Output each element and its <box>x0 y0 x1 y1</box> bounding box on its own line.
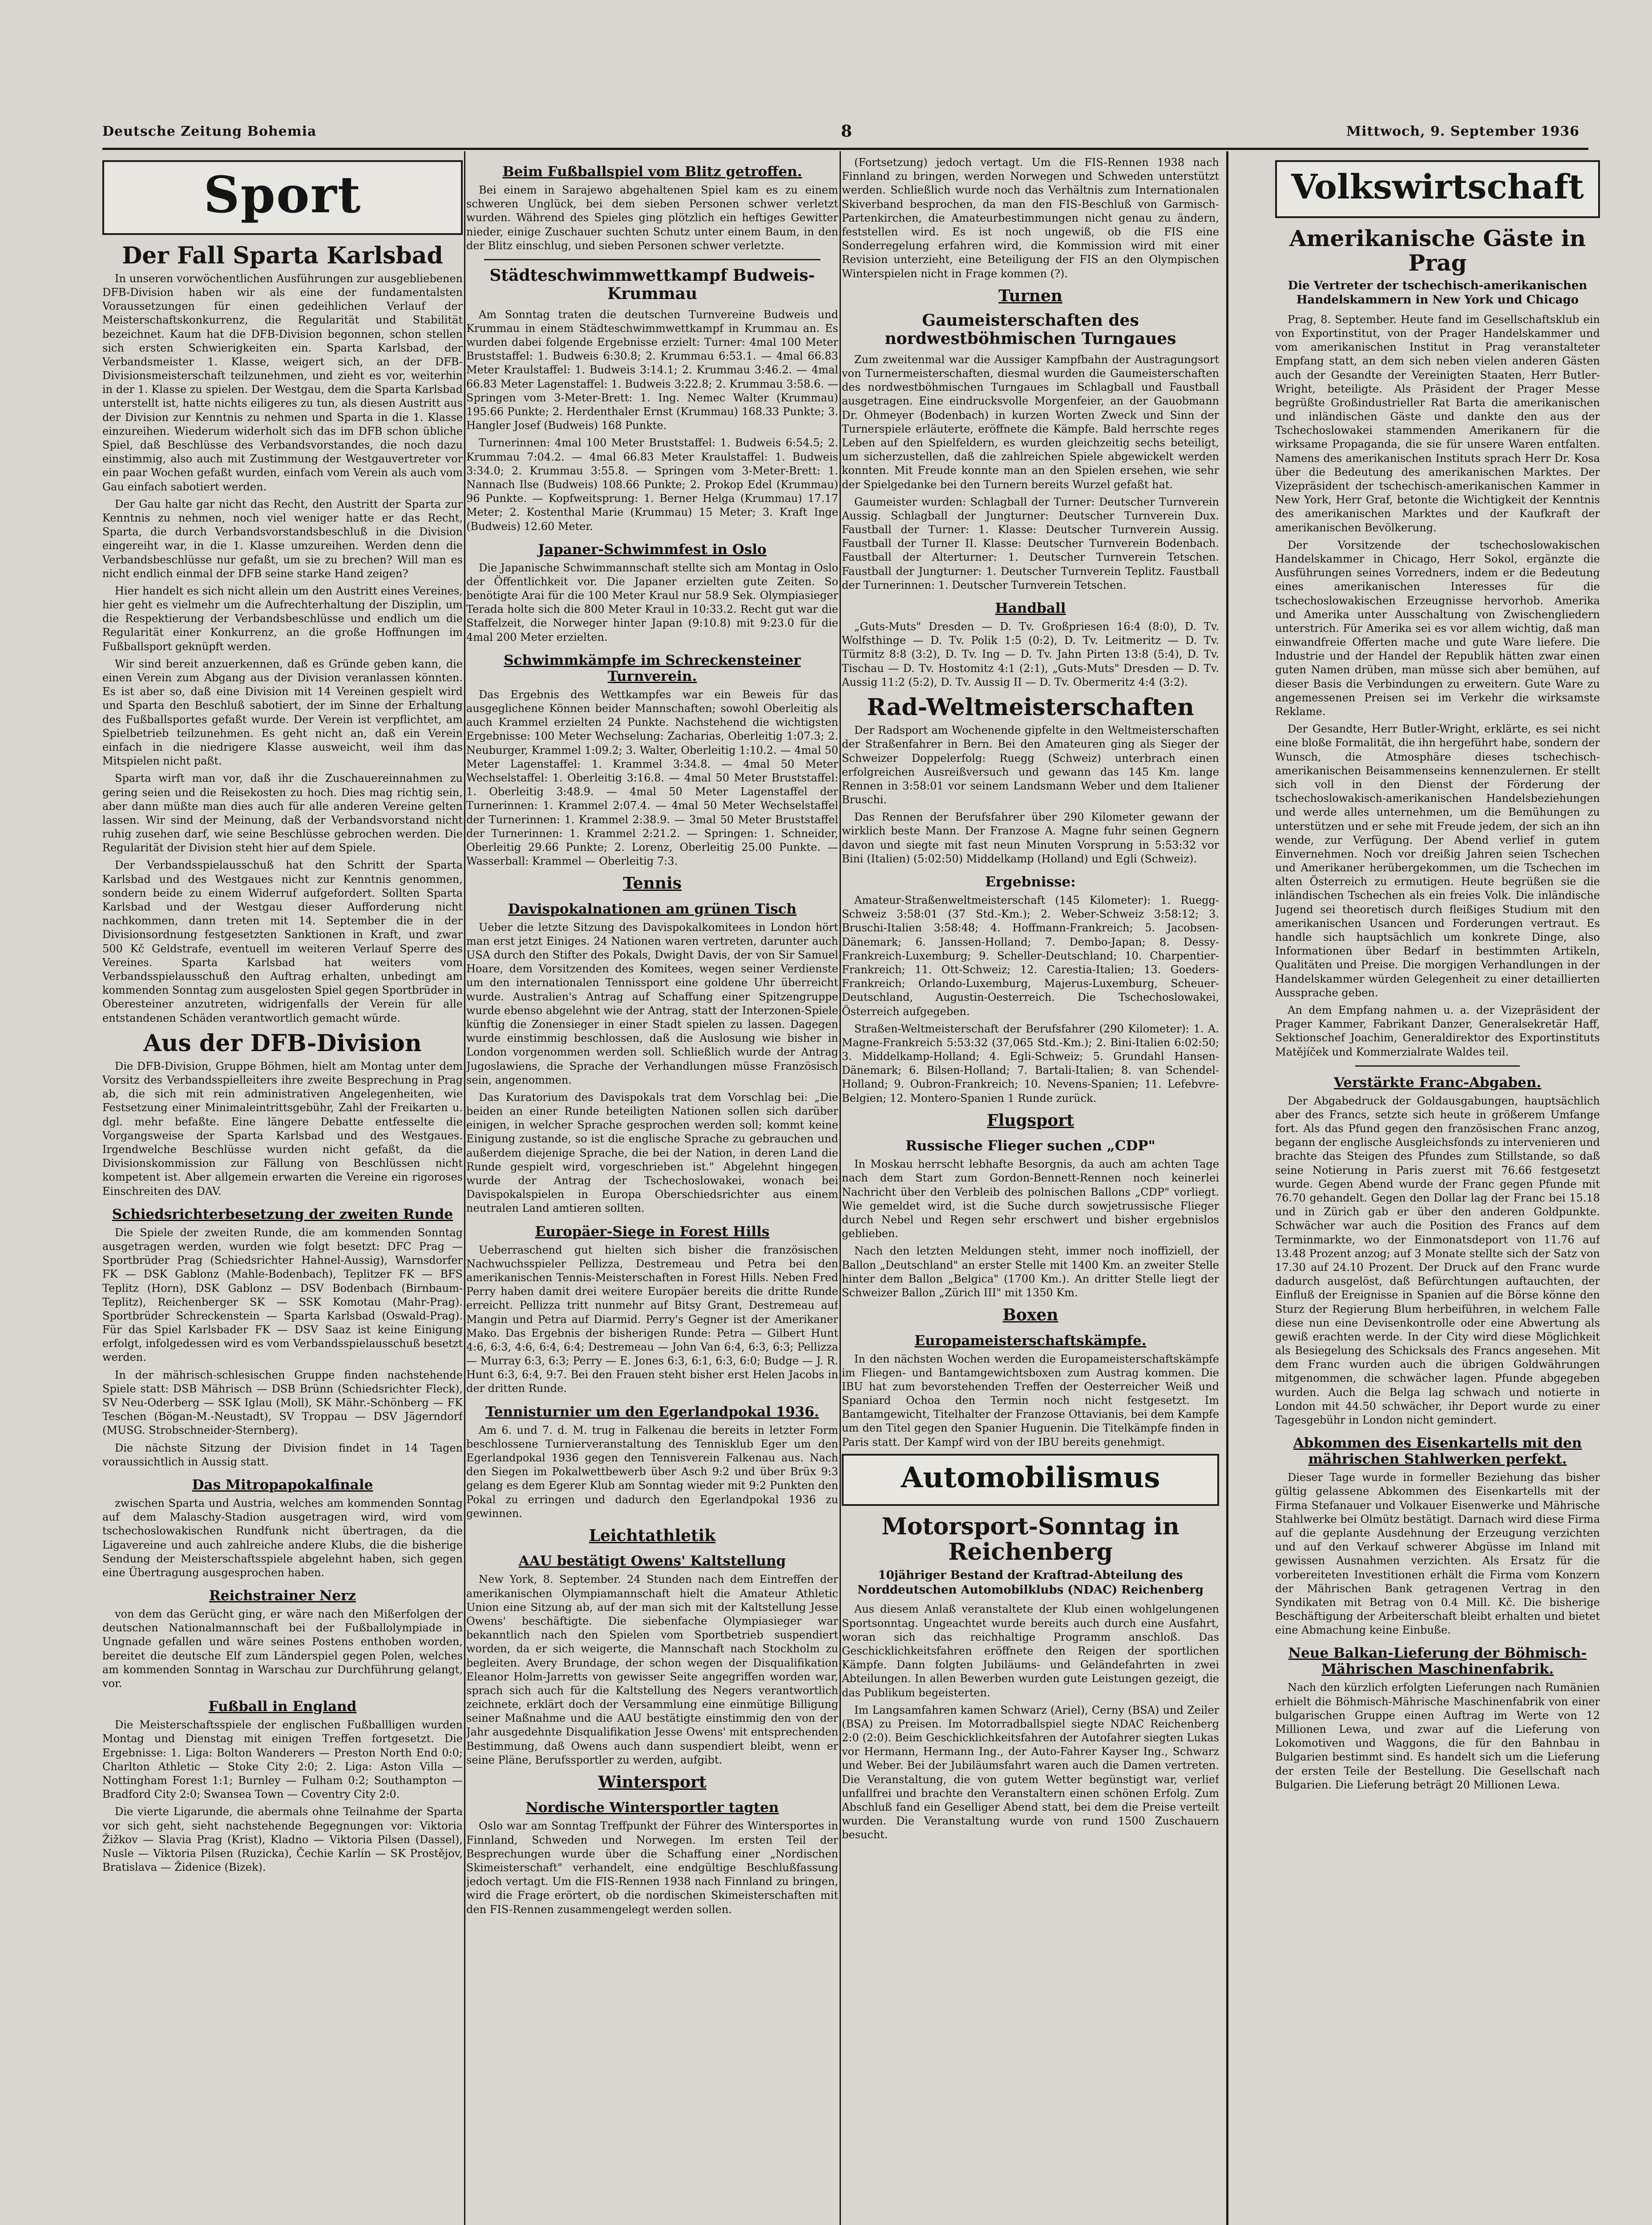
headline-flight: Russische Flieger suchen „CDP" <box>905 1138 1155 1154</box>
column-sport-2 <box>466 156 838 2225</box>
section-title-flight: Flugsport <box>987 1111 1074 1130</box>
paragraph: Prag, 8. September. Heute fand im Gesellschaftsklub ein von Exportinstitut, von der Prager Handelskammer und vom amerikanischen Institut in Prag veranstalteter Empfang statt, an dem sich neben vielen anderen Gästen auch der Gesandte der Vereinigten Staaten, Herr Butler-Wright, beteiligte. Als Präsident der Prager Messe begrüßte Großindustrieller Rat Barta die amerikanischen und inländischen Gäste und dankte den aus der Tschechoslowakei stammenden Amerikanern für die wirksame Propaganda, die sie für unsere Waren entfalten. Namens des amerikanischen Instituts sprach Herr Dr. Kosa über die Bedeutung des amerikanischen Marktes. Der Vizepräsident der tschechisch-amerikanischen Kammer in New York, Herr Graf, betonte die Wichtigkeit der Kenntnis des amerikanischen Marktes und der Kaufkraft der amerikanischen Bevölkerung. <box>1275 313 1600 534</box>
headline-japanese: Japaner-Schwimmfest in Oslo <box>538 541 767 558</box>
column-sport-3 <box>842 156 1219 2225</box>
paragraph: Im Langsamfahren kamen Schwarz (Ariel), Cerny (BSA) und Zeiler (BSA) zu Preisen. Im Motorradballspiel siegte NDAC Reichenberg 2:0 (2:0). Beim Geschicklichkeitsfahren der Autofahrer siegten Lukas vor Hermann, Hermann Ing., der Auto-Fahrer Kayser Ing., Schwarz und Weber. Bei der Jubiläumsfahrt waren auch die Damen vertreten. Die Veranstaltung, die von gutem Wetter begünstigt war, verlief unfallfrei und brachte den Veranstaltern einen schönen Erfolg. Zum Abschluß fand ein Geselliger Abend statt, bei dem die Preise verteilt wurden. Die Veranstaltung wurde von rund 1500 Zuschauern besucht. <box>842 1703 1219 1841</box>
paragraph: Turnerinnen: 4mal 100 Meter Bruststaffel: 1. Budweis 6:54.5; 2. Krummau 7:04.2. — 4mal 66.83 Meter Kraulstaffel: 1. Budweis 3:34.0; 2. Krummau 3:55.8. — Springen vom 3-Meter-Brett: 1. Nannach Ilse (Budweis) 108.66 Punkte; 2. Prokop Edel (Krummau) 96 Punkte. — Kopfweitsprung: 1. Berner Helga (Krummau) 17.17 Meter; 2. Kostenthal Marie (Krummau) 15 Meter; 3. Kraft Inge (Budweis) 12.60 Meter. <box>466 437 838 533</box>
paragraph: Die nächste Sitzung der Division findet in 14 Tagen voraussichtlich in Aussig statt. <box>102 1441 463 1468</box>
paragraph: Das Ergebnis des Wettkampfes war ein Beweis für das ausgeglichene Können beider Mannschaften; sowohl Oberleitig als auch Krammel erzielten 24 Punkte. Nachstehend die wichtigsten Ergebnisse: 100 Meter Wechselung: Zacharias, Oberleitig 1:07.3; 2. Neuburger, Krammel 1:09.2; 3. Walter, Oberleitig 1:10.2. — 4mal 50 Meter Lagenstaffel: 1. Krammel 3:34.8. — 4mal 50 Meter Wechselstaffel: 1. Oberleitig 3:16.8. — 4mal 50 Meter Bruststaffel: 1. Oberleitig 3:48.9. — 4mal 50 Meter Lagenstaffel der Turnerinnen: 1. Krammel 2:07.4. — 4mal 50 Meter Wechselstaffel der Turnerinnen: 1. Krammel 2:38.9. — 3mal 50 Meter Bruststaffel der Turnerinnen: 1. Krammel 2:21.2. — Springen: 1. Schneider, Oberleitig 29.66 Punkte; 2. Lorenz, Oberleitig 25.00 Punkte. — Wasserball: Krammel — Oberleitig 7:3. <box>466 688 838 868</box>
column-rule-2 <box>840 151 841 2225</box>
paragraph: von dem das Gerücht ging, er wäre nach den Mißerfolgen der deutschen Nationalmannschaft bei der Fußballolympiade in Ungnade gefallen und wäre seines Postens enthoben worden, bereitet die deutsche Elf zum Länderspiel gegen Polen, welches am kommenden Sonntag in Warschau zur Durchführung gelangt, vor. <box>102 1608 463 1690</box>
paragraph: Die vierte Ligarunde, die abermals ohne Teilnahme der Sparta vor sich geht, sieht nachstehende Begegnungen vor: Viktoria Žižkov — Slavia Prag (Krist), Kladno — Viktoria Pilsen (Dassel), Nusle — Viktoria Pilsen (Ruzicka), Čechie Karlín — SK Prostějov, Bratislava — Židenice (Bizek). <box>102 1805 463 1874</box>
headline-nerz: Reichstrainer Nerz <box>209 1588 356 1604</box>
paragraph: Gaumeister wurden: Schlagball der Turner: Deutscher Turnverein Aussig. Schlagball der Jungturner: Deutscher Turnverein Dux. Faustball der Turner: 1. Klasse: Deutscher Turnverein Aussig. Faustball der Turner II. Klasse: Deutscher Turnverein Bodenbach. Faustball der Alterturner: 1. Deutscher Turnverein Tetschen. Faustball der Jungturner: 1. Deutscher Turnverein Teplitz. Faustball der Turnerinnen: 1. Deutscher Turnverein Tetschen. <box>842 495 1219 591</box>
headline-franc: Verstärkte Franc-Abgaben. <box>1333 1074 1542 1091</box>
paragraph: Die Japanische Schwimmannschaft stellte sich am Montag in Oslo der Öffentlichkeit vor. Die Japaner erzielten gute Zeiten. So benötigte Arai für die 100 Meter Kraul nur 58.9 Sek. Olympiasieger Terada holte sich die 800 Meter Kraul in 10:33.2. Recht gut war die Staffelzeit, die Norweger hinter Japan (9:10.8) mit 9:23.0 für die 4mal 200 Meter erzielten. <box>466 561 838 643</box>
headline-referees: Schiedsrichterbesetzung der zweiten Runde <box>112 1206 453 1222</box>
headline-handball: Handball <box>995 600 1066 617</box>
headline-sparta-karlsbad: Der Fall Sparta Karlsbad <box>122 242 443 269</box>
paragraph: Der Gau halte gar nicht das Recht, den Austritt der Sparta zur Kenntnis zu nehmen, noch viel weniger hatte er das Recht, Sparta, die durch Verbandsvorstandsbeschluß in die Division eingereiht war, in die 1. Klasse umzureihen. Werden denn die Verbandsbeschlüsse nur gefaßt, um sie zu brechen? Will man es nicht endlich einmal der DFB seine starke Hand zeigen? <box>102 498 463 580</box>
paragraph: In Moskau herrscht lebhafte Besorgnis, da auch am achten Tage nach dem Start zum Gordon-Bennett-Rennen noch keinerlei Nachricht über den Verbleib des polnischen Ballons „CDP" vorliegt. Wie gemeldet wird, ist die Suche durch sowjetrussische Flieger durch Nebel und Regen sehr erschwert und bisher ergebnislos geblieben. <box>842 1158 1219 1240</box>
headline-forest-hills: Europäer-Siege in Forest Hills <box>535 1223 770 1240</box>
paragraph: zwischen Sparta und Austria, welches am kommenden Sonntag auf dem Malaschy-Stadion ausgetragen wird, wird vom tschechoslowakischen Rundfunk nicht übertragen, da die Ligavereine und auch zahlreiche andere Klubs, die die bisherige Sendung der Meisterschaftsspiele abgelehnt haben, sich gegen eine Übertragung ausgesprochen haben. <box>102 1497 463 1579</box>
headline-boxing: Europameisterschaftskämpfe. <box>914 1332 1147 1349</box>
column-rule-3 <box>1226 151 1228 2225</box>
paragraph: Amateur-Straßenweltmeisterschaft (145 Kilometer): 1. Ruegg-Schweiz 3:58:01 (37 Std.-Km.); 2. Weber-Schweiz 3:58:12; 3. Bruschi-Italien 3:58:48; 4. Hoffmann-Frankreich; 5. Jacobsen-Dänemark; 6. Janssen-Holland; 7. Dembo-Japan; 8. Dessy-Frankreich-Luxemburg; 9. Scheller-Deutschland; 10. Charpentier-Frankreich; 11. Ott-Schweiz; 12. Carestia-Italien; 13. Goeders-Frankreich; Orlando-Luxemburg, Majerus-Luxemburg, Scheuer-Deutschland, Augustin-Oesterreich. Die Tschechoslowakei, Österreich aufgegeben. <box>842 894 1219 1018</box>
issue-date: Mittwoch, 9. September 1936 <box>1346 124 1579 139</box>
paragraph: Ueber die letzte Sitzung des Davispokalkomitees in London hört man erst jetzt Einiges. 24 Nationen waren vertreten, darunter auch USA durch den Stifter des Pokals, Dwight Davis, der von Sir Samuel Hoare, dem Vorsitzenden des Komitees, wegen seiner Verdienste um den internationalen Tennissport eine goldene Uhr überreicht wurde. Australien's Antrag auf Schaffung einer Spitzengruppe wurde ebenso abgelehnt wie der Antrag, statt der Interzonen-Spiele künftig die Zonensieger in einer Stadt spielen zu lassen. Dagegen wurde einstimmig beschlossen, daß die Auslosung wie bisher in London vorgenommen werden soll. Schließlich wurde der Antrag Jugoslawiens, die Sprache der Verhandlungen müsse Französisch sein, angenommen. <box>466 921 838 1086</box>
paragraph: Am Sonntag traten die deutschen Turnvereine Budweis und Krummau in einem Städteschwimmwettkampf in Krummau an. Es wurden dabei folgende Ergebnisse erzielt: Turner: 4mal 100 Meter Bruststaffel: 1. Budweis 6:30.8; 2. Krummau 6:53.1. — 4mal 66.83 Meter Kraulstaffel: 1. Budweis 3:14.1; 2. Krummau 3:46.2. — 4mal 66.83 Meter Lagenstaffel: 1. Budweis 3:22.8; 2. Krummau 3:58.6. — Springen vom 3-Meter-Brett: 1. Ing. Nemec Walter (Krummau) 195.66 Punkte; 2. Herdenthaler Ernst (Krummau) 168.33 Punkte; 3. Hangler Josef (Budweis) 168 Punkte. <box>466 308 838 432</box>
section-title-cycling: Rad-Weltmeisterschaften <box>867 693 1194 721</box>
section-title-boxing: Boxen <box>1002 1306 1058 1325</box>
paragraph: Die Spiele der zweiten Runde, die am kommenden Sonntag ausgetragen werden, wurden wie folgt besetzt: DFC Prag — Sportbrüder Prag (Schiedsrichter Hahnel-Aussig), Warnsdorfer FK — DSK Gablonz (Mahle-Bodenbach), Teplitzer FK — BFS Teplitz (Horn), DSK Gablonz — DSV Bodenbach (Birnbaum-Teplitz), Reichenberger SK — SSK Komotau (Mahr-Prag). Sportbrüder Schreckenstein — Sparta Karlsbad (Oswald-Prag). Für das Spiel Karlsbader FK — DSV Saaz ist keine Einigung erfolgt, infolgedessen wird es vom Verbandsspielausschuß besetzt werden. <box>102 1226 463 1364</box>
section-title-turnen: Turnen <box>998 286 1062 305</box>
column-rule-1 <box>464 151 465 2225</box>
paragraph: In unseren vorwöchentlichen Ausführungen zur ausgebliebenen DFB-Division haben wir als eine der fundamentalsten Voraussetzungen für einen gedeihlichen Verlauf der Meisterschaftskonkurrenz, die Regularität und Stabilität bezeichnet. Kaum hat die DFB-Division begonnen, schon stellen sich ersten Schwierigkeiten ein. Sparta Karlsbad, der Verbandsmeister 1. Klasse, weigert sich, an der DFB-Divisionsmeisterschaft teilzunehmen, und zieht es vor, weiterhin in der 1. Klasse zu spielen. Der Westgau, dem die Sparta Karlsbad unterstellt ist, hatte nichts eiligeres zu tun, als diesen Austritt aus der Division zur Kenntnis zu nehmen und Sparta in die 1. Klasse einzureihen. Wiederum widerholt sich das im DFB schon übliche Spiel, daß Beschlüsse des Verbandsvorstandes, die noch dazu einstimmig, also auch mit Zustimmung der Westgauvertreter vor ein paar Wochen gefaßt wurden, einfach vom Verein als auch vom Gau einfach sabotiert werden. <box>102 272 463 493</box>
paragraph: Der Abgabedruck der Goldausgabungen, hauptsächlich aber des Francs, setzte sich heute in größerem Umfange fort. Als das Pfund gegen den französischen Franc anzog, begann der englische Ausgleichsfonds zu intervenieren und brachte das Steigen des Pfundes zum Stillstande, so daß seine Notierung in Paris zuerst mit 76.66 festgesetzt wurde. Gegen Abend wurde der Franc gegen Pfunde mit 76.70 gehandelt. Gegen den Dollar lag der Franc bei 15.18 und in Zürich gab er über den anderen Goldpunkte. Schwächer war auch die Position des Francs auf dem Terminmarkte, wo der Einmonatsdeport von 11.76 auf 13.48 Prozent anzog; auf 3 Monate stellte sich der Satz von 17.30 auf 24.10 Prozent. Der Druck auf den Franc wurde dadurch ausgelöst, daß Befürchtungen auftauchten, der Einfluß der Ereignisse in Spanien auf die Börse könne den Sturz der Regierung Blum herbeiführen, in welchem Falle diese nun eine Devisenkontrolle oder eine Abwertung als gewiß erachten werde. In der City wird diese Möglichkeit als Besiegelung des Schicksals des Francs angesehen. Mit dem Franc wurden auch die übrigen Goldwährungen mitgenommen, die schwächer lagen. Pfunde abgegeben wurden. Auch die Belga lag schwach und notierte in London mit 44.50 schwächer, ihr Deport wurde zu einer Tagesgebühr in London nicht gemindert. <box>1275 1094 1600 1427</box>
paragraph: Der Vorsitzende der tschechoslowakischen Handelskammer in Chicago, Herr Sokol, ergänzte die Ausführungen seines Vorredners, indem er die Bedeutung eines amerikanischen Interesses für die tschechoslowakischen Erzeugnisse hervorhob. Amerika und Amerika unter Ausschaltung von Zwischengliedern unterstrich. Für Amerika sei es vor allem wichtig, daß man einwandfreie Offerten mache und gute Ware liefere. Die Industrie und der Handel der Republik hätten zwar einen guten Namen drüben, man müsse sich aber bemühen, auf dieser Basis die Verbindungen zu erweitern. Gute Ware zu angemessenen Preisen sei im Verkehr die wirksamste Reklame. <box>1275 538 1600 718</box>
newspaper-name: Deutsche Zeitung Bohemia <box>102 124 317 139</box>
paragraph: Wir sind bereit anzuerkennen, daß es Gründe geben kann, die einen Verein zum Abgang aus der Division veranlassen könnten. Es ist aber so, daß eine Division mit 14 Vereinen gespielt wird und Sparta den Beschluß sabotiert, der im Sinne der Erhaltung des Fußballsportes gefaßt wurde. Der Verein ist verpflichtet, am Spielbetrieb teilzunehmen. Es geht nicht an, daß ein Verein einfach in die niedrigere Klasse ausweicht, weil ihm das Mitspielen nicht paßt. <box>102 657 463 768</box>
headline-iron-cartel: Abkommen des Eisenkartells mit den mährischen Stahlwerken perfekt. <box>1293 1435 1582 1468</box>
headline-nordic: Nordische Wintersportler tagten <box>525 1800 779 1816</box>
divider <box>1355 1065 1520 1067</box>
paragraph: New York, 8. September. 24 Stunden nach dem Eintreffen der amerikanischen Olympiamannschaft hielt die Amateur Athletic Union eine Sitzung ab, auf der man sich mit der Kaltstellung Jesse Owens' beschäftigte. Die siebenfache Olympiasieger war bekanntlich nach den Spielen vom Sportbetrieb suspendiert worden, da er sich weigerte, die Mannschaft nach Stockholm zu begleiten. Avery Brundage, der schon wegen der Disqualifikation Eleanor Holm-Jarretts von gewisser Seite angegriffen worden war, sprach sich auch für die Kaltstellung des Negers verantwortlich zeichnete, erklärt doch der Versammlung eine einmütige Billigung seiner Maßnahme und die AAU bestätigte einstimmig den von der Jahr ausgedehnte Disqualifikation Jesse Owens' mit entsprechenden Bestimmung, daß Owens auch dann suspendiert bleibt, wenn er seine Pläne, Berufssportler zu werden, aufgibt. <box>466 1573 838 1766</box>
paragraph: „Guts-Muts" Dresden — D. Tv. Großpriesen 16:4 (8:0), D. Tv. Wolfsthinge — D. Tv. Polik 1:5 (0:2), D. Tv. Leitmeritz — D. Tv. Türmitz 8:8 (3:2), D. Tv. Ing — D. Tv. Jahn Pirten 13:8 (5:4), D. Tv. Tischau — D. Tv. Hostomitz 4:1 (2:1), „Guts-Muts" Dresden — D. Tv. Aussig 11:2 (5:2), D. Tv. Aussig II — D. Tv. Obermeritz 4:4 (3:2). <box>842 620 1219 688</box>
paragraph: Die Meisterschaftsspiele der englischen Fußballligen wurden Montag und Dienstag mit einigen Treffen fortgesetzt. Die Ergebnisse: 1. Liga: Bolton Wanderers — Preston North End 0:0; Charlton Athletic — Stoke City 2:0; 2. Liga: Aston Villa — Nottingham Forest 1:1; Burnley — Fulham 0:2; Southampton — Bradford City 2:0; Swansea Town — Coventry City 2:0. <box>102 1719 463 1801</box>
paragraph: Hier handelt es sich nicht allein um den Austritt eines Vereines, hier geht es vielmehr um die Aufrechterhaltung der Disziplin, um die Respektierung der Verbandsbeschlüsse und endlich um die Regularität einer Konkurrenz, an die große Hoffnungen im Fußballsport geknüpft werden. <box>102 584 463 653</box>
column-sport <box>102 156 463 2225</box>
paragraph: Der Verbandsspielausschuß hat den Schritt der Sparta Karlsbad und des Westgaues nicht zur Kenntnis genommen, sondern beide zu einem Widerruf aufgefordert. Sollten Sparta Karlsbad und der Westgau dieser Aufforderung nicht nachkommen, dann treten mit 14. September die in der Divisionsordnung festgesetzten Sanktionen in Kraft, und zwar 500 Kč Geldstrafe, eventuell im weiteren Verlauf Sperre des Vereines. Sparta Karlsbad hat weiters vom Verbandsspielausschuß den Auftrag erhalten, unbedingt am kommenden Sonntag zum ausgelosten Spiel gegen Sportbrüder in Oberesteiner anzutreten, widrigenfalls der Verein für alle entstandenen Schäden verantwortlich gemacht würde. <box>102 859 463 1024</box>
section-title-winter: Wintersport <box>598 1773 707 1792</box>
paragraph: Straßen-Weltmeisterschaft der Berufsfahrer (290 Kilometer): 1. A. Magne-Frankreich 5:53:32 (37,065 Std.-Km.); 2. Bini-Italien 6:02:50; 3. Middelkamp-Holland; 4. Egli-Schweiz; 5. Grundahl Hansen-Dänemark; 6. Bilsen-Holland; 7. Bartali-Italien; 8. van Schendel-Holland; 9. Oubron-Frankreich; 10. Nevens-Spanien; 11. Lefebvre-Belgien; 12. Montero-Spanien 1 Runde zurück. <box>842 1022 1219 1104</box>
section-title-athletics: Leichtathletik <box>589 1526 716 1545</box>
headline-egerland: Tennisturnier um den Egerlandpokal 1936. <box>485 1404 819 1420</box>
paragraph: In der mährisch-schlesischen Gruppe finden nachstehende Spiele statt: DSB Mährisch — DSB Brünn (Schiedsrichter Fleck), SV Neu-Oderberg — SSK Iglau (Moll), SK Mähr.-Schönberg — FK Teschen (Bögan-M.-Neustadt), SV Troppau — DSV Jägerndorf (MUSG. Strobschneider-Sternberg). <box>102 1368 463 1437</box>
headline-american-guests: Amerikanische Gäste in Prag <box>1289 225 1586 276</box>
paragraph: Der Radsport am Wochenende gipfelte in den Weltmeisterschaften der Straßenfahrer in Bern. Bei den Amateuren ging als Sieger der Schweizer Doppelerfolg: Ruegg (Schweiz) unterbrach einen erfolgreichen Ausreißversuch und gewann das 145 Km. lange Rennen in 3:58:01 vor seinem Landsmann Weber und dem Italiener Bruschi. <box>842 724 1219 806</box>
divider <box>484 259 820 260</box>
results-title: Ergebnisse: <box>985 874 1076 890</box>
auto-section-box <box>842 1454 1219 1506</box>
paragraph: Nach den letzten Meldungen steht, immer noch inoffiziell, der Ballon „Deutschland" an erster Stelle mit 1400 Km. an zweiter Stelle hinter dem Ballon „Belgica" (1700 Km.). An dritter Stelle liegt der Schweizer Ballon „Zürich III" mit 1350 Km. <box>842 1245 1219 1299</box>
page-number: 8 <box>841 122 853 141</box>
headline-dfb-division: Aus der DFB-Division <box>143 1029 422 1057</box>
paragraph: Nach den kürzlich erfolgten Lieferungen nach Rumänien erhielt die Böhmisch-Mährische Maschinenfabrik von einer bulgarischen Gruppe einen Auftrag im Werte von 12 Millionen Lewa, und zwar auf die Lieferung von Lokomotiven und Waggons, die für den Bahnbau in Bulgarien bestimmt sind. Es handelt sich um die Lieferung der ersten Teile der Bestellung. Die Gesellschaft nach Bulgarien. Die Lieferung beträgt 20 Millionen Lewa. <box>1275 1681 1600 1791</box>
section-title-sport: Sport <box>203 166 362 224</box>
paragraph: Aus diesem Anlaß veranstaltete der Klub einen wohlgelungenen Sportsonntag. Ungeachtet wurde bereits auch durch eine Ausfahrt, woran sich das reichhaltige Programm anschloß. Das Geschicklichkeitsfahren eröffnete den Reigen der sportlichen Kämpfe. Dann folgten Jubiläums- und Geländefahrten in zwei Abteilungen. In allen Bewerben wurden gute Leistungen gezeigt, die das Publikum begeisterten. <box>842 1603 1219 1699</box>
headline-mitropa: Das Mitropapokalfinale <box>192 1477 373 1493</box>
header-rule <box>102 148 1588 150</box>
paragraph: Die DFB-Division, Gruppe Böhmen, hielt am Montag unter dem Vorsitz des Verbandsspielleiters ihre zweite Besprechung in Prag ab, die sich mit rein administrativen Angelegenheiten, wie Festsetzung einer Minimaleintrittsgebühr, Zahl der Freikarten u. dgl. mehr befaßte. Eine längere Debatte entfesselte die Vorgangsweise der Sparta Karlsbad und des Westgaues. Irgendwelche Beschlüsse wurden nicht gefaßt, da die Divisionskommission zur Fällung von Beschlüssen nicht kompetent ist. Aber allgemein erwarten die Vereine ein rigoroses Einschreiten des DAV. <box>102 1060 463 1197</box>
paragraph: Der Gesandte, Herr Butler-Wright, erklärte, es sei nicht eine bloße Formalität, die ihn hergeführt habe, sondern der Wunsch, die Atmosphäre dieses tschechisch-amerikanischen Beisammenseins kennenzulernen. Er stellt sich voll in den Dienst der Förderung der tschechoslowakisch-amerikanischen Handelsbeziehungen und werde alles unternehmen, um die Bemühungen zu unterstützen und er sehe mit Freude jedem, der sich an ihn wende, zur Verfügung. Der Abend verlief in gutem Einvernehmen. Noch vor dreißig Jahren seien Tschechen und Amerikaner herübergekommen, um die Tschechen im alten Österreich zu ermutigen. Heute begrüßen sie die inländischen Tschechen als ein freies Volk. Die inländische Jugend sei theoretisch durch fleißiges Studium mit den amerikanischen Usancen und Forderungen vertraut. Es handle sich hauptsächlich um konkrete Dinge, also Informationen über Bedarf in bestimmten Artikeln, Qualitäten und Preise. Die morgigen Verhandlungen in der Handelskammer würden Gelegenheit zu einer detaillierten Aussprache geben. <box>1275 723 1600 999</box>
economy-section-box <box>1275 160 1600 218</box>
column-economy <box>1275 156 1600 2225</box>
paragraph: In den nächsten Wochen werden die Europameisterschaftskämpfe im Fliegen- und Bantamgewichtsboxen zum Austrag kommen. Die IBU hat zum bevorstehenden Treffen der Oesterreicher Weiß und Spaniard Ochoa den Termin noch nicht festgesetzt. Im Bantamgewicht, Titelhalter der Franzose Ottavianis, bei dem Kampfe um den Titel gegen den Spanier Huguenin. Die Titelkämpfe finden in Paris statt. Der Kampf wird von der IBU bereits genehmigt. <box>842 1352 1219 1448</box>
headline-balkan: Neue Balkan-Lieferung der Böhmisch-Mährischen Maschinenfabrik. <box>1288 1645 1587 1678</box>
headline-schreckenstein: Schwimmkämpfe im Schreckensteiner Turnverein. <box>504 652 801 684</box>
section-title-tennis: Tennis <box>623 874 682 893</box>
section-title-economy: Volkswirtschaft <box>1291 167 1584 206</box>
paragraph: An dem Empfang nahmen u. a. der Vizepräsident der Prager Kammer, Fabrikant Danzer, Generalsekretär Haff, Sektionschef Joachim, Generaldirektor des Exportinstituts Matějíček und Kommerzialrate Waldes teil. <box>1275 1003 1600 1058</box>
headline-swimming: Städteschwimmwettkampf Budweis-Krummau <box>489 266 815 303</box>
section-title-auto: Automobilismus <box>901 1460 1160 1494</box>
paragraph: (Fortsetzung) jedoch vertagt. Um die FIS-Rennen 1938 nach Finnland zu bringen, werden Norwegen und Schweden unterstützt werden. Schließlich wurde noch das Verhältnis zum Internationalen Skiverband besprochen, da man den FIS-Beschluß von Garmisch-Partenkirchen, die Amateurbestimmungen nicht genau zu ändern, feststellen wird. Es ist noch ungewiß, ob die FIS eine Sonderregelung erfahren wird, die Kommission wird mit einer Revision unterzieht, eine Beteiligung der FIS an den Olympischen Winterspielen nicht in Frage kommen (?). <box>842 156 1219 280</box>
paragraph: Zum zweitenmal war die Aussiger Kampfbahn der Austragungsort von Turnermeisterschaften, diesmal wurden die Gaumeisterschaften des nordwestböhmischen Turngaues im Schlagball und Faustball ausgetragen. Eine eindrucksvolle Morgenfeier, an der Gauobmann Dr. Ohmeyer (Bodenbach) in kurzen Worten Zweck und Sinn der Turnerspiele erläuterte, eröffnete die Kämpfe. Bald herrschte reges Leben auf den Spielfeldern, es wurden gleichzeitig sechs beteiligt, um sicherzustellen, daß die zahlreichen Spiele abgewickelt werden konnten. Mit Freude konnte man an den Spielen ersehen, wie sehr der Spielgedanke bei den Turnern bereits Wurzel gefaßt hat. <box>842 353 1219 491</box>
headline-owens: AAU bestätigt Owens' Kaltstellung <box>518 1553 786 1570</box>
subheadline-american-guests: Die Vertreter der tschechisch-amerikanischen Handelskammern in New York und Chicago <box>1288 279 1587 307</box>
paragraph: Oslo war am Sonntag Treffpunkt der Führer des Wintersportes in Finnland, Schweden und Norwegen. Im ersten Teil der Besprechungen wurde über die Schaffung einer „Nordischen Skimeisterschaft" verhandelt, eine endgültige Beschlußfassung jedoch vertagt. Um die FIS-Rennen 1938 nach Finnland zu bringen, wird die Frage erörtert, ob die nordischen Skimeisterschaften mit den FIS-Rennen zusammengelegt werden sollen. <box>466 1820 838 1916</box>
paragraph: Das Rennen der Berufsfahrer über 290 Kilometer gewann der wirklich beste Mann. Der Franzose A. Magne fuhr seinen Gegnern davon und siegte mit fast neun Minuten Vorsprung in 5:53:32 vor Bini (Italien) (5:02:50) Middelkamp (Holland) und Egli (Schweiz). <box>842 811 1219 865</box>
subheadline-auto: 10jähriger Bestand der Kraftrad-Abteilung des Norddeutschen Automobilklubs (NDAC) Reichenberg <box>857 1569 1204 1597</box>
paragraph: Ueberraschend gut hielten sich bisher die französischen Nachwuchsspieler Pellizza, Destremeau und Petra bei den amerikanischen Tennis-Meisterschaften in Forest Hills. Neben Fred Perry haben damit drei weitere Europäer bereits die dritte Runde erreicht. Pellizza tritt nunmehr auf Bitsy Grant, Destremeau auf Mangin und Petra auf Diarmid. Perry's Gegner ist der Amerikaner Mako. Das Ergebnis der bisherigen Runde: Petra — Gilbert Hunt 4:6, 6:3, 4:6, 6:4, 6:4; Destremeau — John Van 6:4, 6:3, 6:3; Pellizza — Murray 6:3, 6:3; Perry — E. Jones 6:3, 6:1, 6:3, 6:0; Budge — J. R. Hunt 6:3, 6:4, 9:7. Bei den Frauen steht bisher erst Helen Jacobs in der dritten Runde. <box>466 1243 838 1395</box>
headline-england: Fußball in England <box>208 1699 357 1715</box>
sport-section-box <box>102 160 463 235</box>
headline-turnen: Gaumeisterschaften des nordwestböhmischen Turngaues <box>885 311 1176 348</box>
paragraph: Sparta wirft man vor, daß ihr die Zuschauereinnahmen zu gering seien und die Reisekosten zu hoch. Dies mag richtig sein, aber dann müßte man dies auch für alle anderen Vereine gelten lassen. Wir sind der Meinung, daß der Verbandsvorstand nicht ruhig zusehen darf, wie seine Beschlüsse gebrochen werden. Die Regularität der Division steht hier auf dem Spiele. <box>102 772 463 854</box>
paragraph: Das Kuratorium des Davispokals trat dem Vorschlag bei: „Die beiden an einer Runde beteiligten Nationen sollen sich darüber einigen, in welcher Sprache gesprochen werden soll; kommt keine Einigung zustande, so ist die englische Sprache zu gebrauchen und außerdem diejenige Sprache, die bei der Nation, in deren Land die Runde gespielt wird, vorgeschrieben ist." Abgelehnt hingegen wurde der Antrag der Tschechoslowakei, wonach bei Davispokalspielen in Europa Oberschiedsrichter aus einem neutralen Land amtieren sollten. <box>466 1091 838 1215</box>
paragraph: Dieser Tage wurde in formeller Beziehung das bisher gültig gelassene Abkommen des Eisenkartells mit der Firma Stefanauer und Volkauer Eisenwerke und Mährische Stahlwerke bei Olmütz bestätigt. Darnach wird diese Firma auf die geplante Ausdehnung der Erzeugung verzichten und auf den Verkauf schwerer Abgüsse im Inland mit gewissen Ausnahmen verzichten. Als Ersatz für die vorbereiteten Investitionen erhält die Firma vom Konzern der Mährischen Bank getragenen Vertrag in den Syndikaten mit Betrag von 0.4 Mill. Kč. Die bisherige Beschäftigung der Arbeiterschaft bleibt erhalten und bietet eine Abmachung keine Einbuße. <box>1275 1471 1600 1637</box>
headline-davis-cup: Davispokalnationen am grünen Tisch <box>508 901 797 917</box>
paragraph: Am 6. und 7. d. M. trug in Falkenau die bereits in letzter Form beschlossene Turnierveranstaltung des Tennisklub Eger um den Egerlandpokal 1936 gegen den Tennisverein Falkenau aus. Nach den Siegen im Pokalwettbewerb über Asch 9:2 und über Brüx 9:3 gelang es dem Egerer Klub am Sonntag wieder mit 9:2 Punkten den Pokal zu erringen und dadurch den Egerlandpokal 1936 zu gewinnen. <box>466 1424 838 1520</box>
page-header <box>102 119 1579 146</box>
paragraph: Bei einem in Sarajewo abgehaltenen Spiel kam es zu einem schweren Unglück, bei dem sieben Personen schwer verletzt wurden. Während des Spieles ging plötzlich ein heftiges Gewitter nieder, einige Zuschauer suchten Schutz unter einem Baum, in den der Blitz einschlug, und sieben Personen schwer verletzte. <box>466 184 838 252</box>
headline-lightning: Beim Fußballspiel vom Blitz getroffen. <box>502 164 802 180</box>
headline-auto: Motorsport-Sonntag in Reichenberg <box>881 1513 1179 1566</box>
